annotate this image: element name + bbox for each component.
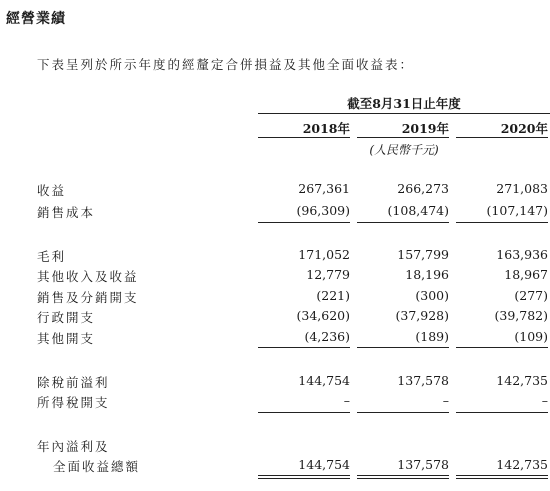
cell-profit-before-tax-2018: 144,754 [298,373,350,388]
row-label-profit-before-tax: 除稅前溢利 [37,375,110,390]
cell-gross-profit-2019: 157,799 [397,247,449,262]
cell-other-expenses-2019: (189) [415,329,449,344]
subtotal-rule [456,347,548,348]
subtotal-rule [357,412,449,413]
row-label-other-expenses: 其他開支 [37,331,96,346]
cell-admin-expenses-2019: (37,928) [395,308,449,323]
cell-income-tax-2018: – [343,393,350,408]
cell-selling-expenses-2019: (300) [415,288,449,303]
cell-other-income-2018: 12,779 [306,267,350,282]
row-label-income-tax: 所得稅開支 [37,395,110,410]
row-label-selling-expenses: 銷售及分銷開支 [37,290,139,305]
row-label-total-comprehensive-income: 全面收益總額 [53,459,141,474]
cell-profit-before-tax-2019: 137,578 [397,373,449,388]
cell-other-expenses-2020: (109) [514,329,548,344]
cell-revenue-2019: 266,273 [397,181,449,196]
cell-admin-expenses-2020: (39,782) [494,308,548,323]
year-header-rule [456,137,548,138]
subtotal-rule [456,222,548,223]
cell-income-tax-2020: – [541,393,548,408]
year-header-2018: 2018年 [302,121,350,136]
cell-admin-expenses-2018: (34,620) [296,308,350,323]
unit-label: (人民幣千元) [369,143,439,157]
cell-total-comprehensive-income-2020: 142,735 [496,457,548,472]
cell-gross-profit-2018: 171,052 [298,247,350,262]
cell-other-income-2020: 18,967 [504,267,548,282]
year-header-2020: 2020年 [500,121,548,136]
cell-cost-of-sales-2020: (107,147) [486,203,548,218]
year-header-rule [357,137,449,138]
subtotal-rule [258,412,350,413]
subtotal-rule [258,347,350,348]
cell-revenue-2018: 267,361 [298,181,350,196]
subtotal-rule [357,347,449,348]
cell-selling-expenses-2018: (221) [316,288,350,303]
total-double-rule [258,475,350,479]
cell-other-expenses-2018: (4,236) [304,329,350,344]
cell-cost-of-sales-2018: (96,309) [296,203,350,218]
row-label-other-income: 其他收入及收益 [37,269,139,284]
row-label-profit-for-year: 年內溢利及 [37,439,110,454]
cell-total-comprehensive-income-2019: 137,578 [397,457,449,472]
year-header-2019: 2019年 [401,121,449,136]
intro-text: 下表呈列於所示年度的經釐定合併損益及其他全面收益表： [37,57,415,72]
row-label-gross-profit: 毛利 [37,249,67,264]
cell-revenue-2020: 271,083 [496,181,548,196]
cell-selling-expenses-2020: (277) [514,288,548,303]
cell-total-comprehensive-income-2018: 144,754 [298,457,350,472]
row-label-cost-of-sales: 銷售成本 [37,205,96,220]
subtotal-rule [357,222,449,223]
period-header: 截至8月31日止年度 [347,96,461,111]
cell-gross-profit-2020: 163,936 [496,247,548,262]
cell-cost-of-sales-2019: (108,474) [387,203,449,218]
row-label-admin-expenses: 行政開支 [37,310,96,325]
total-double-rule [456,475,548,479]
subtotal-rule [456,412,548,413]
cell-profit-before-tax-2020: 142,735 [496,373,548,388]
row-label-revenue: 收益 [37,183,67,198]
cell-income-tax-2019: – [442,393,449,408]
cell-other-income-2019: 18,196 [405,267,449,282]
period-header-rule [258,113,550,114]
year-header-rule [258,137,350,138]
total-double-rule [357,475,449,479]
section-title: 經營業績 [6,11,66,27]
subtotal-rule [258,222,350,223]
